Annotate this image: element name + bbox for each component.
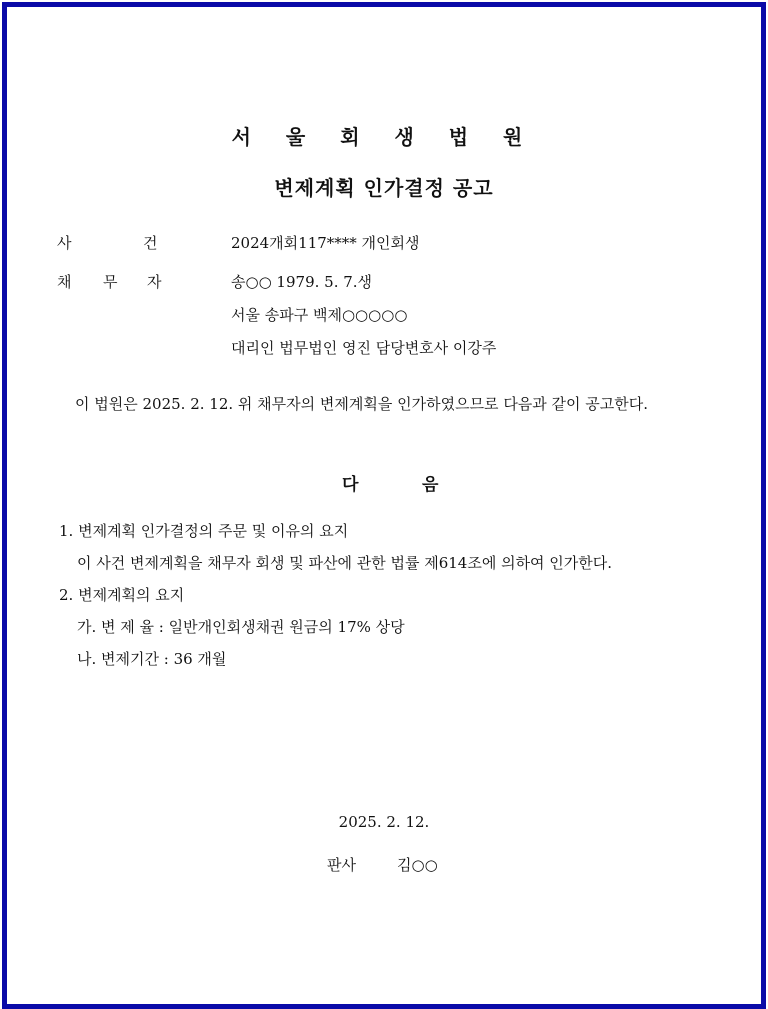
item-2-rate: 가. 변 제 율 : 일반개인회생채권 원금의 17% 상당: [77, 618, 405, 636]
item-2-period: 나. 변제기간 : 36 개월: [77, 650, 227, 668]
notice-frame: [2, 2, 766, 1009]
item-1-heading: 1. 변제계획 인가결정의 주문 및 이유의 요지: [59, 522, 349, 540]
debtor-name-birth: 송○○ 1979. 5. 7.생: [231, 273, 373, 291]
debtor-label-char-2: 무: [103, 273, 118, 291]
debtor-address: 서울 송파구 백제○○○○○: [231, 306, 408, 324]
following-heading-char-1: 다: [342, 475, 359, 495]
item-2-heading: 2. 변제계획의 요지: [59, 586, 185, 604]
judge-name: 김○○: [397, 856, 438, 874]
case-number: 2024개회117**** 개인회생: [231, 234, 420, 252]
item-1-text: 이 사건 변제계획을 채무자 회생 및 파산에 관한 법률 제614조에 의하여 인가한다.: [77, 554, 613, 572]
following-heading-char-2: 음: [422, 475, 439, 495]
notice-title: 변제계획 인가결정 공고: [274, 176, 494, 200]
debtor-label-char-3: 자: [147, 273, 162, 291]
judge-title: 판사: [327, 856, 356, 874]
court-name: 서 울 회 생 법 원: [231, 125, 537, 149]
debtor-label-char-1: 채: [57, 273, 72, 291]
debtor-agent: 대리인 법무법인 영진 담당변호사 이강주: [231, 339, 497, 357]
case-label-char-2: 건: [143, 234, 158, 252]
case-label-char-1: 사: [57, 234, 72, 252]
notice-date: 2025. 2. 12.: [338, 813, 430, 831]
notice-body: 이 법원은 2025. 2. 12. 위 채무자의 변제계획을 인가하였으므로 다음과 같이 공고한다.: [75, 395, 649, 413]
